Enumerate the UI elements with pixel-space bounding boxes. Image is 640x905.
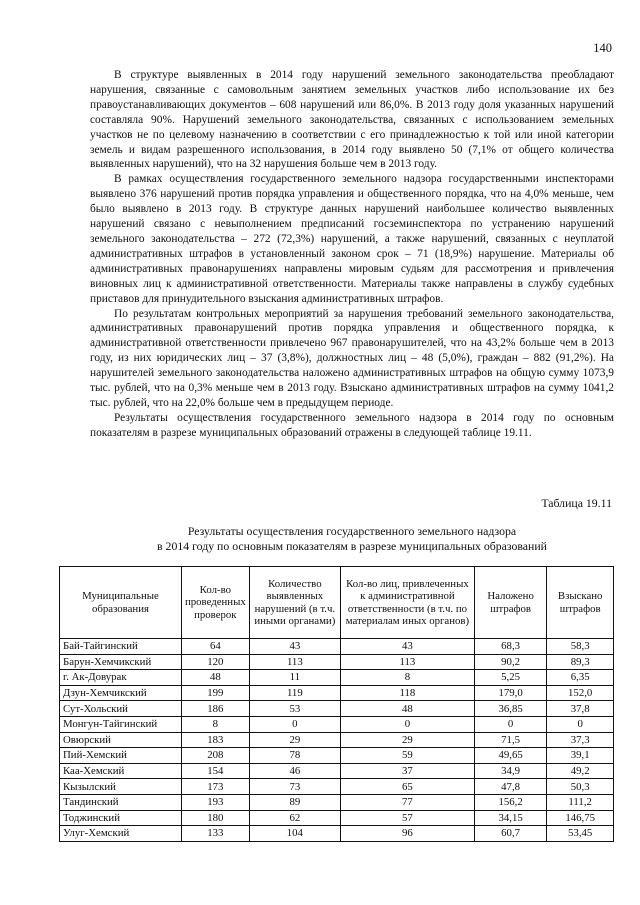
cell-persons-liable: 57 — [340, 810, 474, 826]
cell-inspections: 208 — [181, 748, 249, 764]
cell-inspections: 154 — [181, 763, 249, 779]
header-violations: Количество выявленных нарушений (в т.ч. иными органами) — [249, 567, 340, 639]
page-number: 140 — [593, 41, 612, 55]
cell-fines-imposed: 36,85 — [474, 701, 546, 717]
cell-fines-collected: 111,2 — [547, 794, 614, 810]
cell-violations: 0 — [249, 716, 340, 732]
cell-fines-collected: 50,3 — [547, 779, 614, 795]
cell-fines-collected: 89,3 — [547, 654, 614, 670]
table-body — [60, 639, 614, 842]
table-row — [60, 732, 614, 748]
cell-violations: 46 — [249, 763, 340, 779]
cell-municipality: Каа-Хемский — [60, 763, 182, 779]
cell-violations: 11 — [249, 670, 340, 686]
cell-fines-imposed: 156,2 — [474, 794, 546, 810]
cell-persons-liable: 65 — [340, 779, 474, 795]
table-title-line-1: Результаты осуществления государственного земельного надзора — [187, 524, 517, 538]
cell-inspections: 180 — [181, 810, 249, 826]
cell-inspections: 186 — [181, 701, 249, 717]
cell-fines-collected: 152,0 — [547, 685, 614, 701]
cell-persons-liable: 0 — [340, 716, 474, 732]
cell-fines-collected: 0 — [547, 716, 614, 732]
paragraph-1: В структуре выявленных в 2014 году нарушений земельного законодательства преобладают нарушения, связанные с самовольным занятием земельных участков либо использование их без правоустанавливающих документов – 608 нарушений или 86,0%. В 2013 году доля указанных нарушений составляла 90%. Нарушений земельного законодательства, связанных с использованием земельных участков не по целевому назначению в соответствии с его принадлежностью к той или иной категории земель и видам разрешенного использования, в 2014 году выявлено 50 (7,1% от общего количества выявленных нарушений), что на 32 нарушения больше чем в 2013 году. — [90, 69, 614, 171]
cell-persons-liable: 48 — [340, 701, 474, 717]
cell-persons-liable: 96 — [340, 826, 474, 842]
table-label: Таблица 19.11 — [541, 496, 612, 510]
cell-inspections: 48 — [181, 670, 249, 686]
header-municipality: Муниципальные образования — [60, 567, 182, 639]
cell-fines-imposed: 60,7 — [474, 826, 546, 842]
cell-municipality: Сут-Хольский — [60, 701, 182, 717]
cell-municipality: Кызылский — [60, 779, 182, 795]
cell-municipality: Дзун-Хемчикский — [60, 685, 182, 701]
cell-inspections: 8 — [181, 716, 249, 732]
table-header-row — [60, 567, 614, 639]
cell-violations: 43 — [249, 639, 340, 655]
cell-fines-imposed: 34,9 — [474, 763, 546, 779]
cell-inspections: 199 — [181, 685, 249, 701]
cell-persons-liable: 29 — [340, 732, 474, 748]
cell-inspections: 133 — [181, 826, 249, 842]
header-fines-collected: Взыскано штрафов — [547, 567, 614, 639]
cell-fines-imposed: 34,15 — [474, 810, 546, 826]
table-row — [60, 779, 614, 795]
table-row — [60, 810, 614, 826]
table-row — [60, 639, 614, 655]
cell-fines-imposed: 49,65 — [474, 748, 546, 764]
cell-fines-collected: 39,1 — [547, 748, 614, 764]
cell-persons-liable: 8 — [340, 670, 474, 686]
cell-persons-liable: 37 — [340, 763, 474, 779]
cell-municipality: Тандинский — [60, 794, 182, 810]
cell-fines-collected: 6,35 — [547, 670, 614, 686]
cell-fines-collected: 58,3 — [547, 639, 614, 655]
cell-violations: 119 — [249, 685, 340, 701]
cell-inspections: 64 — [181, 639, 249, 655]
cell-municipality: Пий-Хемский — [60, 748, 182, 764]
cell-persons-liable: 113 — [340, 654, 474, 670]
table-title-line-2: в 2014 году по основным показателям в разрезе муниципальных образований — [157, 539, 547, 553]
body-text — [90, 68, 614, 441]
cell-municipality: Улуг-Хемский — [60, 826, 182, 842]
cell-fines-imposed: 71,5 — [474, 732, 546, 748]
paragraph-4: Результаты осуществления государственного земельного надзора в 2014 году по основным показателям в разрезе муниципальных образований отражены в следующей таблице 19.11. — [90, 411, 614, 439]
table-row — [60, 826, 614, 842]
cell-persons-liable: 59 — [340, 748, 474, 764]
table-row — [60, 670, 614, 686]
cell-inspections: 120 — [181, 654, 249, 670]
cell-inspections: 183 — [181, 732, 249, 748]
cell-violations: 104 — [249, 826, 340, 842]
table-row — [60, 654, 614, 670]
cell-fines-collected: 49,2 — [547, 763, 614, 779]
table-row — [60, 716, 614, 732]
paragraph-2: В рамках осуществления государственного земельного надзора государственными инспекторами выявлено 376 нарушений против порядка управления и общественного порядка, что на 4,0% меньше, чем было выявлено в 2013 году. В структуре данных нарушений наибольшее количество выявленных нарушений связано с невыполнением предписаний госземинспектора по устранению нарушений земельного законодательства – 272 (72,3%) нарушений, а также нарушений, связанных с неуплатой административных штрафов в установленный законом срок – 71 (18,9%) нарушение. Материалы об административных правонарушениях направлены мировым судьям для рассмотрения и привлечения виновных лиц к административной ответственности. Материалы также направлены в службу судебных приставов для принудительного взыскания административных штрафов. — [90, 173, 614, 305]
cell-municipality: Тоджинский — [60, 810, 182, 826]
cell-persons-liable: 43 — [340, 639, 474, 655]
table-title — [90, 524, 614, 554]
cell-fines-collected: 37,8 — [547, 701, 614, 717]
cell-municipality: Бай-Тайгинский — [60, 639, 182, 655]
results-table — [59, 566, 614, 842]
cell-fines-collected: 53,45 — [547, 826, 614, 842]
cell-inspections: 173 — [181, 779, 249, 795]
cell-violations: 73 — [249, 779, 340, 795]
cell-fines-collected: 37,3 — [547, 732, 614, 748]
table-row — [60, 701, 614, 717]
paragraph-3: По результатам контрольных мероприятий за нарушения требований земельного законодательства, административных правонарушений против порядка управления и общественного порядка, к административной ответственности привлечено 967 правонарушителей, что на 43,2% больше чем в 2013 году, из них юридических лиц – 37 (3,8%), должностных лиц – 48 (5,0%), граждан – 882 (91,2%). На нарушителей земельного законодательства наложено административных штрафов на общую сумму 1073,9 тыс. рублей, что на 0,3% меньше чем в 2013 году. Взыскано административных штрафов на сумму 1041,2 тыс. рублей, что на 22,0% больше чем в предыдущем периоде. — [90, 307, 614, 409]
cell-violations: 113 — [249, 654, 340, 670]
cell-persons-liable: 118 — [340, 685, 474, 701]
table-row — [60, 748, 614, 764]
cell-persons-liable: 77 — [340, 794, 474, 810]
cell-fines-imposed: 68,3 — [474, 639, 546, 655]
cell-fines-collected: 146,75 — [547, 810, 614, 826]
cell-municipality: Овюрский — [60, 732, 182, 748]
table-row — [60, 685, 614, 701]
cell-fines-imposed: 0 — [474, 716, 546, 732]
cell-violations: 29 — [249, 732, 340, 748]
header-inspections: Кол-во проведенных проверок — [181, 567, 249, 639]
cell-violations: 89 — [249, 794, 340, 810]
table-row — [60, 794, 614, 810]
cell-violations: 78 — [249, 748, 340, 764]
cell-fines-imposed: 90,2 — [474, 654, 546, 670]
cell-municipality: г. Ак-Довурак — [60, 670, 182, 686]
cell-municipality: Монгун-Тайгинский — [60, 716, 182, 732]
cell-fines-imposed: 179,0 — [474, 685, 546, 701]
header-fines-imposed: Наложено штрафов — [474, 567, 546, 639]
cell-municipality: Барун-Хемчикский — [60, 654, 182, 670]
cell-fines-imposed: 5,25 — [474, 670, 546, 686]
cell-fines-imposed: 47,8 — [474, 779, 546, 795]
cell-violations: 53 — [249, 701, 340, 717]
table-row — [60, 763, 614, 779]
header-persons-liable: Кол-во лиц, привлеченных к административной ответственности (в т.ч. по материалам иных органов) — [340, 567, 474, 639]
cell-violations: 62 — [249, 810, 340, 826]
cell-inspections: 193 — [181, 794, 249, 810]
